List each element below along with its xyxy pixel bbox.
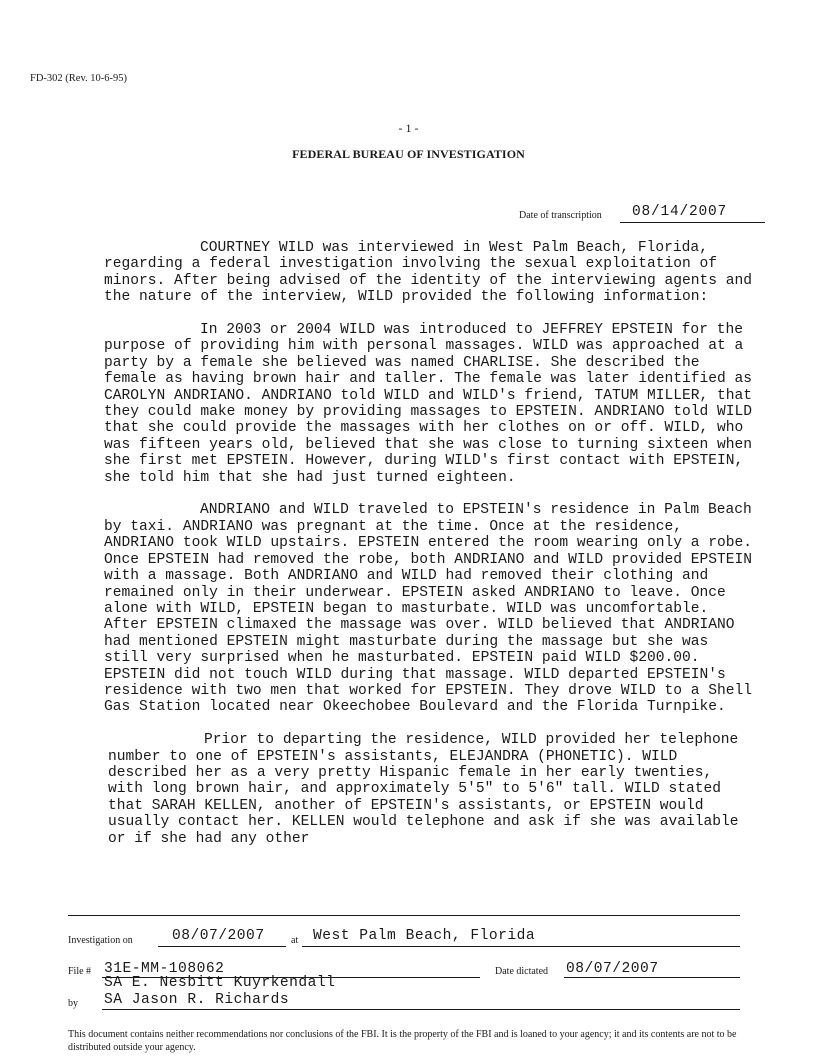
body-paragraph: Prior to departing the residence, WILD provided her telephone number to one of EPSTEIN's assistants, ELEJANDRA (PHONETIC). WILD described her as a very pretty Hispanic female in her early twenties, with long brown hair, and approximately 5'5" to 5'6" tall. WILD stated that SARAH KELLEN, another of EPSTEIN's assistants, or EPSTEIN would usually contact her. KELLEN would telephone and ask if she was available or if she had any other	[108, 732, 739, 847]
dictated-date-underline	[564, 977, 740, 978]
investigation-on-label: Investigation on	[68, 935, 133, 946]
file-number-label: File #	[68, 966, 92, 977]
date-dictated-label: Date dictated	[495, 966, 549, 977]
agent-name-1: SA E. Nesbitt Kuyrkendall	[104, 975, 336, 991]
transcription-date-underline	[620, 222, 765, 223]
at-label: at	[291, 935, 299, 946]
date-dictated: 08/07/2007	[566, 961, 659, 977]
agency-title: FEDERAL BUREAU OF INVESTIGATION	[292, 147, 525, 161]
agent-name-2: SA Jason R. Richards	[104, 992, 290, 1008]
investigation-date: 08/07/2007	[172, 928, 265, 944]
agents-underline	[102, 1009, 740, 1010]
body-paragraph: COURTNEY WILD was interviewed in West Palm Beach, Florida, regarding a federal investigation involving the sexual exploitation of minors. After being advised of the identity of the interviewing agents and the nature of the interview, WILD provided the following information:	[104, 240, 753, 306]
body-paragraph: In 2003 or 2004 WILD was introduced to JEFFREY EPSTEIN for the purpose of providing him with personal massages. WILD was approached at a party by a female she believed was named CHARLISE. She described the female as having brown hair and taller. The female was later identified as CAROLYN ANDRIANO. ANDRIANO told WILD and WILD's friend, TATUM MILLER, that they could make money by providing massages to EPSTEIN. ANDRIANO told WILD that she could provide the massages with her clothes on or off. WILD, who was fifteen years old, believed that she was close to turning sixteen when she first met EPSTEIN. However, during WILD's first contact with EPSTEIN, she told him that she had just turned eighteen.	[104, 322, 753, 486]
transcription-date-label: Date of transcription	[519, 210, 602, 221]
body-paragraph: ANDRIANO and WILD traveled to EPSTEIN's residence in Palm Beach by taxi. ANDRIANO was pregnant at the time. Once at the residence, ANDRIANO took WILD upstairs. EPSTEIN entered the room wearing only a robe. Once EPSTEIN had removed the robe, both ANDRIANO and WILD provided EPSTEIN with a massage. Both ANDRIANO and WILD had removed their clothing and remained only in their underwear. EPSTEIN asked ANDRIANO to leave. Once alone with WILD, EPSTEIN began to masturbate. WILD was uncomfortable. After EPSTEIN climaxed the massage was over. WILD believed that ANDRIANO had mentioned EPSTEIN might masturbate during the massage but she was still very surprised when he masturbated. EPSTEIN paid WILD $200.00. EPSTEIN did not touch WILD during that massage. WILD departed EPSTEIN's residence with two men that worked for EPSTEIN. They drove WILD to a Shell Gas Station located near Okeechobee Boulevard and the Florida Turnpike.	[104, 502, 753, 716]
footer-top-rule	[68, 915, 740, 916]
interview-body	[104, 240, 754, 847]
form-number: FD-302 (Rev. 10-6-95)	[30, 73, 128, 84]
fbi-disclaimer: This document contains neither recommendations nor conclusions of the FBI. It is the property of the FBI and is loaned to your agency; it and its contents are not to be distributed outside your agency.	[68, 1029, 737, 1053]
investigation-date-underline	[158, 946, 286, 947]
file-number: 31E-MM-108062	[104, 961, 225, 977]
investigation-place-underline	[302, 946, 740, 947]
page-number: - 1 -	[398, 121, 419, 135]
investigation-place: West Palm Beach, Florida	[313, 928, 536, 944]
by-label: by	[68, 998, 78, 1009]
transcription-date: 08/14/2007	[632, 204, 728, 220]
